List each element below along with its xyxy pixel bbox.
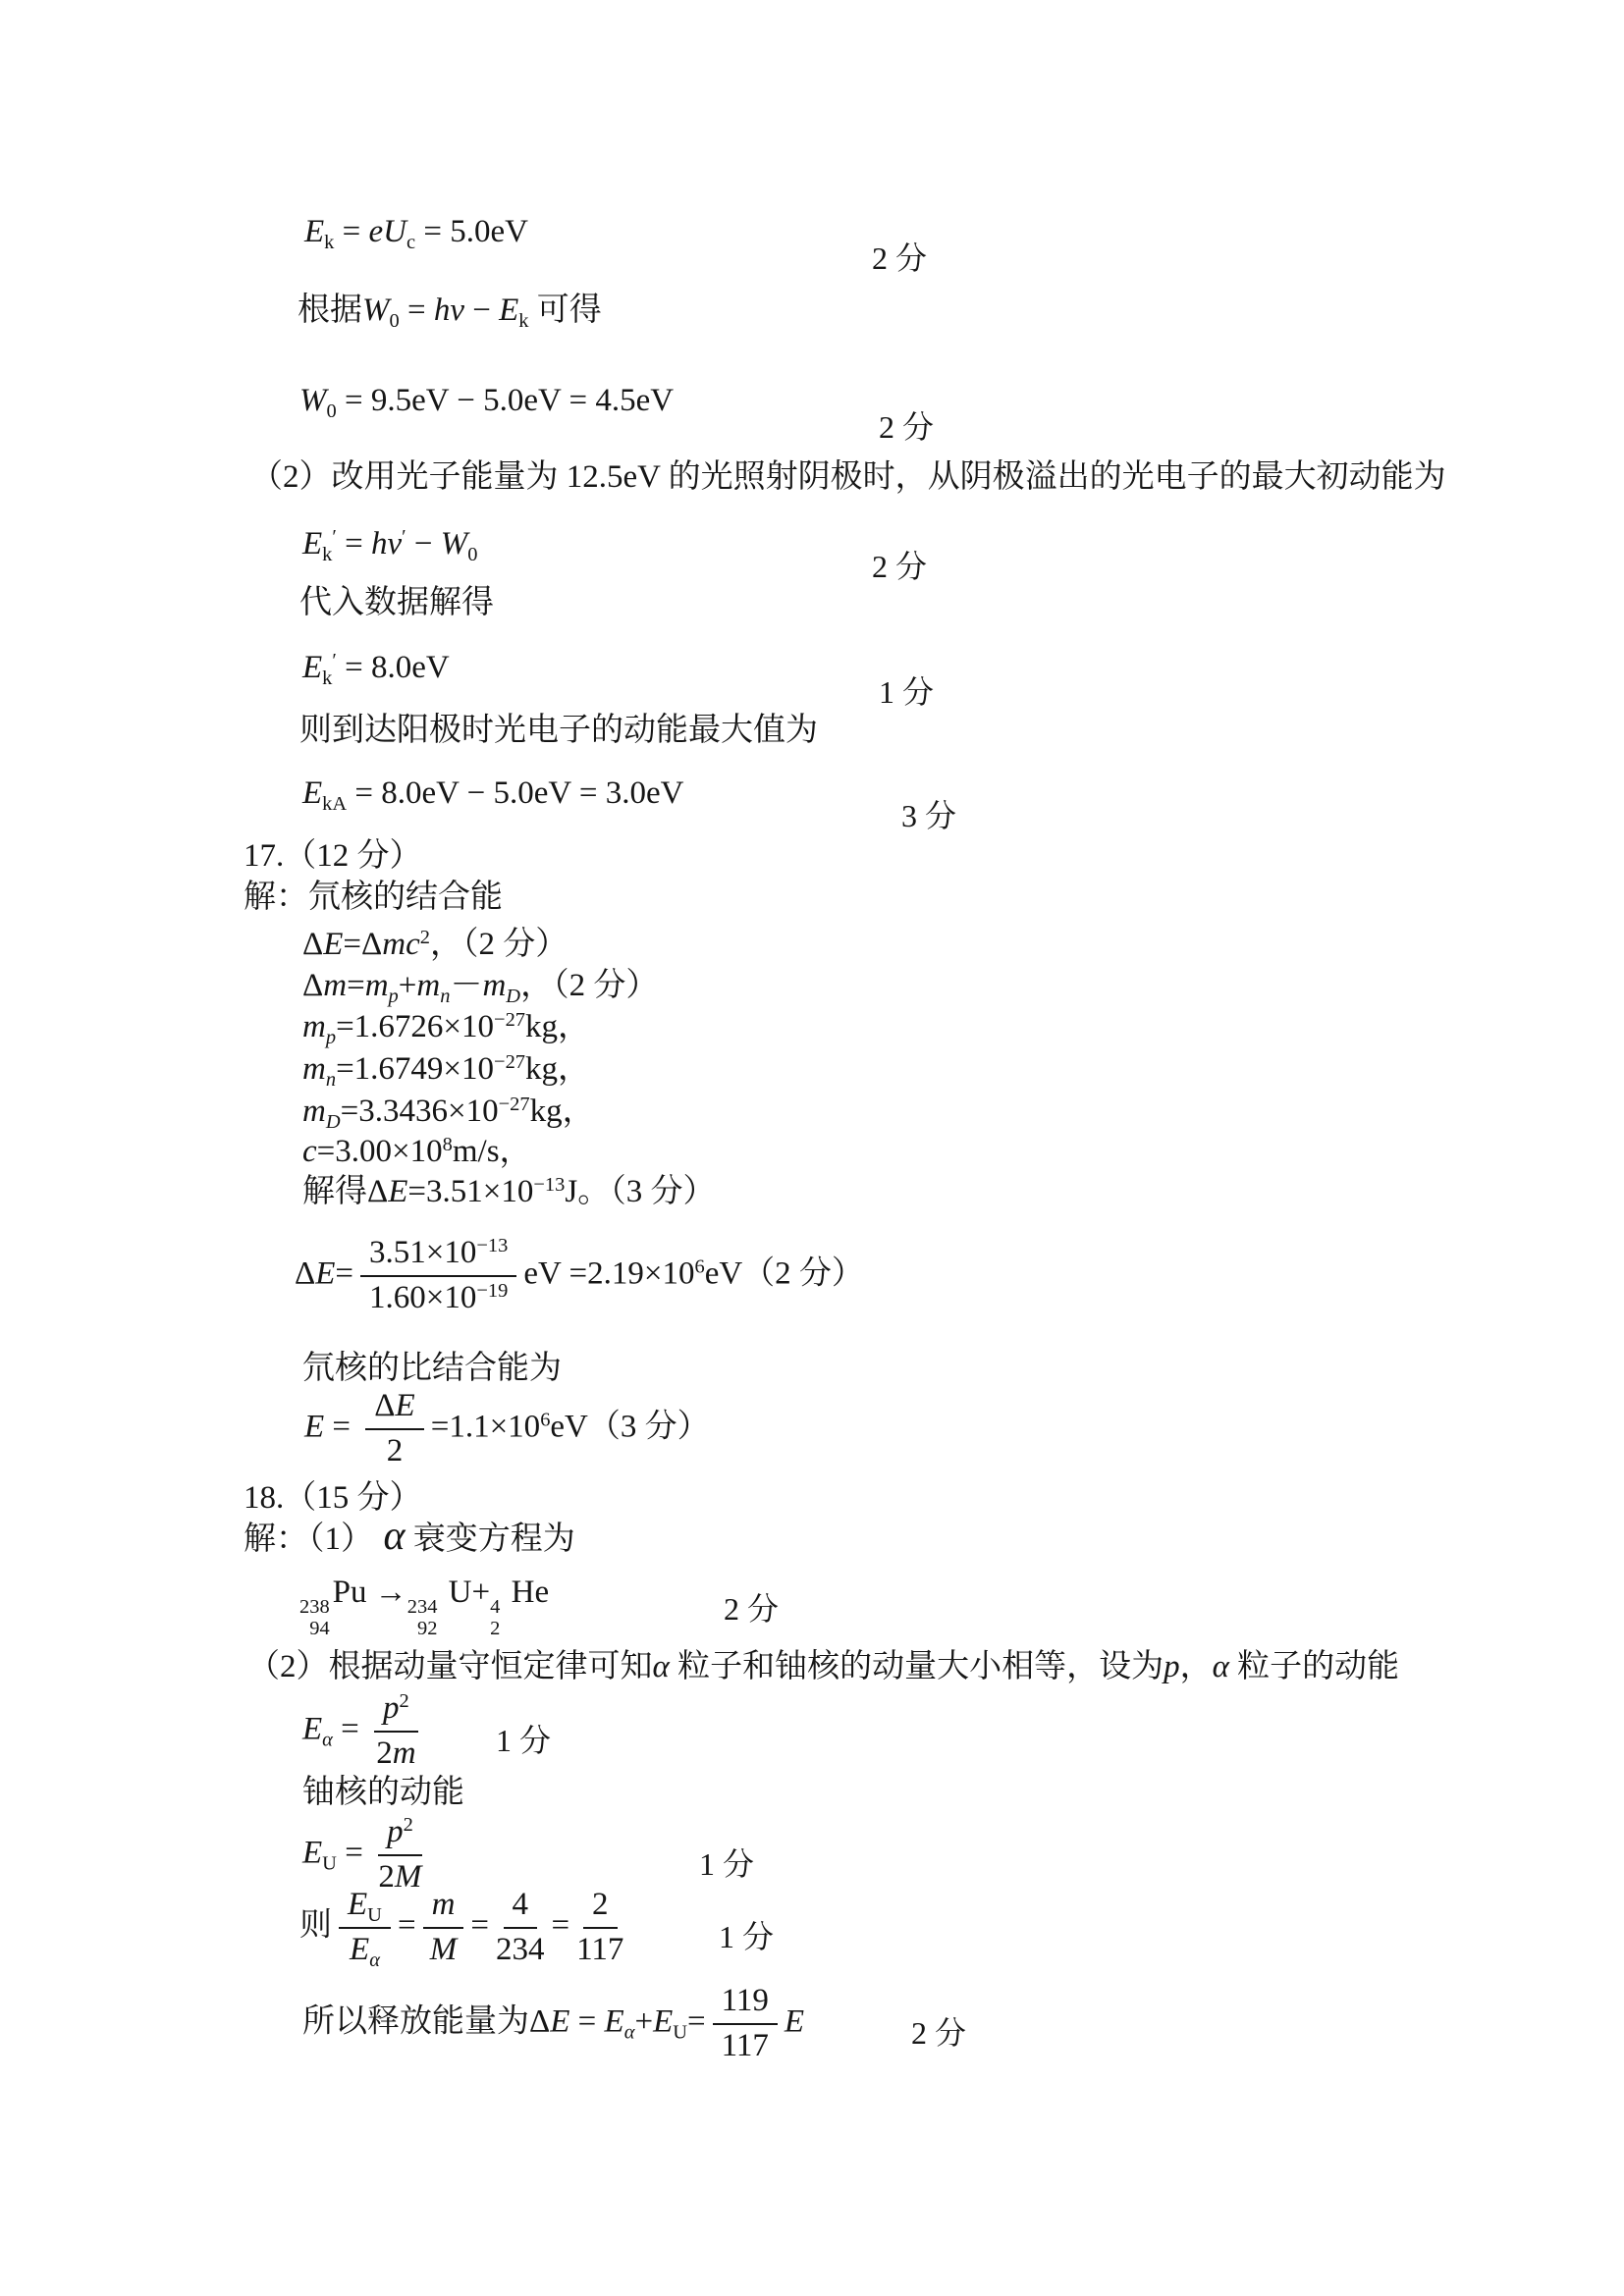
text-anode-max-energy [299,711,818,751]
fraction [339,1887,391,1972]
text-token: p [388,986,399,1008]
fraction [423,1887,464,1969]
score-label: 2 分 [911,2015,967,2051]
fraction-denominator [376,1733,415,1773]
text-token: = [335,1255,354,1292]
text-token: E [604,2003,624,2040]
score-label: 1 分 [719,1919,775,1954]
text-token: ，（2 分） [520,968,659,1003]
fraction-denominator [496,1929,545,1969]
formula-released-energy [302,1983,804,2065]
text-token: － [450,968,483,1003]
text-token: E [323,927,344,962]
text-token: → [374,1575,407,1610]
text-token: α [322,1729,333,1751]
text-token: eU [368,214,406,249]
text-token: + [634,2003,654,2040]
text-token: α [623,2021,635,2044]
text-token: −13 [533,1173,566,1196]
text-token: = [470,1907,490,1944]
text-token: 6 [540,1409,551,1431]
text-token: 所以释放能量为Δ [302,2003,551,2040]
text-uranium-kinetic [302,1773,464,1813]
text-token: m [431,1887,456,1922]
text-token: −27 [498,1093,530,1115]
text-token: 0 [389,310,400,333]
text-substitute-data [299,583,494,623]
fraction-denominator [350,1929,380,1972]
formula-delta-e-mc2 [302,925,568,965]
text-token: 2 [399,1689,409,1712]
nuclide-prescripts [299,1597,330,1639]
text-token: + [471,1575,491,1610]
text-token: m [302,1009,326,1044]
text-token: 根据 [298,293,362,328]
atomic-number: 92 [416,1617,438,1639]
text-token: = [332,1711,368,1747]
text-token: = 8.0eV − 5.0eV = 3.0eV [347,775,684,811]
text-token: − [464,293,500,328]
text-token: W [362,293,390,328]
text-token: eV =2.19×10 [523,1255,695,1292]
text-token: E [304,1409,325,1445]
text-token: m [323,968,348,1003]
formula-uranium-kinetic-energy [302,1814,429,1896]
formula-alpha-kinetic-energy [302,1690,425,1773]
nuclide-prescripts [490,1597,500,1639]
text-token: Δ [374,1388,396,1423]
text-token: ′ [332,525,337,548]
text-token: = [569,2003,605,2040]
text-token: mc [382,927,420,962]
text-token: E [302,775,323,811]
text-token: = [336,1835,372,1871]
formula-w0-result [299,381,674,421]
text-token: 2 [592,1887,609,1922]
score-label: 2 分 [879,409,935,445]
fraction [365,1388,423,1470]
text-token: α [373,1514,406,1559]
text-token: Δ [302,968,324,1003]
text-token: 2 [403,1813,413,1836]
text-token: E [395,1388,415,1423]
text-token: =1.6726×10 [336,1009,495,1044]
text-genju-w0 [298,291,602,331]
text-token: = [687,2003,706,2040]
text-token: α [369,1949,380,1972]
text-token: ′ [332,649,337,671]
formula-ek-prime [302,524,477,564]
text-token: p [325,1027,337,1049]
text-specific-binding-energy [302,1349,562,1389]
fraction [374,1690,418,1773]
text-token: kA [322,793,348,816]
text-token: U [367,1904,382,1927]
text-token: D [506,986,521,1008]
text-token: J。（3 分） [565,1174,716,1209]
text-token: − [406,526,441,561]
text-token: = 5.0eV [415,214,528,249]
text-token: U [440,1575,472,1610]
text-token: + [398,968,417,1003]
text-token: D [325,1111,341,1134]
text-token: 6 [694,1255,705,1278]
text-token: 17.（12 分） [244,838,422,874]
text-token: E [302,1711,323,1747]
problem17-solution-intro [244,878,503,918]
text-token: k [518,310,529,333]
formula-energy-ratio [299,1887,630,1972]
text-token: m [416,968,441,1003]
text-token: n [440,986,451,1008]
mass-number: 238 [299,1596,330,1619]
text-token: α [652,1649,670,1684]
fraction-numerator [365,1388,423,1430]
value-deuteron-mass [302,1092,595,1132]
text-token: =3.00×10 [316,1134,443,1169]
fraction-numerator [423,1887,464,1929]
text-token: E [499,293,519,328]
text-token: =Δ [343,927,383,962]
score-label: 1 分 [699,1846,755,1882]
text-token: 119 [721,1983,769,2018]
text-token: E [304,214,325,249]
text-token: 氘核的比结合能为 [302,1351,562,1386]
text-token: kg， [525,1051,591,1087]
text-token: 解：（1） [244,1522,373,1557]
value-neutron-mass [302,1049,590,1090]
score-label: 2 分 [872,240,928,276]
text-token: Δ [295,1255,316,1292]
formula-delta-e-ev [295,1235,864,1317]
value-proton-mass [302,1007,590,1047]
fraction-numerator [504,1887,538,1929]
text-token: E [350,1931,370,1967]
text-token: = [334,214,369,249]
text-token: 2 [386,1432,404,1468]
text-token: 2 [376,1735,393,1771]
text-token: E [302,526,323,561]
text-token: p [383,1690,400,1726]
text-token: = 8.0eV [336,650,450,685]
text-token: W [299,383,327,418]
text-part2-question [250,457,1446,498]
text-token: = [324,1409,359,1445]
text-token: m [392,1735,416,1771]
text-token: kg， [525,1009,591,1044]
text-token: Pu [332,1575,375,1610]
text-token: E [302,650,323,685]
text-token: He [503,1575,550,1610]
fraction-denominator [722,2025,769,2065]
text-token: W [440,526,468,561]
score-label: 1 分 [496,1723,552,1758]
text-token: 则 [299,1907,332,1944]
text-token: 则到达阳极时光电子的动能最大值为 [299,713,818,748]
text-token: E [302,1835,323,1871]
text-token: E [653,2003,674,2040]
text-token: E [348,1887,368,1922]
fraction-numerator [374,1690,418,1733]
text-token: 117 [576,1931,624,1967]
formula-ek-euc [304,212,528,252]
nuclide-prescripts [407,1597,438,1639]
text-token: = [399,293,434,328]
text-token: hν [371,526,403,561]
text-token: 117 [721,2027,769,2063]
atomic-number: 94 [309,1617,330,1639]
fraction [713,1983,778,2065]
fraction-numerator [360,1235,516,1277]
fraction [378,1814,422,1896]
text-token: −27 [494,1050,526,1073]
fraction-denominator [576,1929,623,1969]
text-part2-momentum [247,1647,1399,1687]
problem18-part1-intro [244,1516,575,1560]
text-token: k [322,544,333,566]
text-token: E [315,1255,336,1292]
text-token: hν [433,293,464,328]
mass-number: 234 [406,1596,438,1619]
atomic-number: 2 [490,1617,501,1639]
score-label: 2 分 [872,549,928,584]
fraction-numerator [339,1887,391,1929]
value-light-speed [302,1132,532,1172]
text-token: α [1212,1649,1229,1684]
text-token: 代入数据解得 [299,585,494,620]
text-token: 0 [467,544,478,566]
text-token: 解：氘核的结合能 [244,880,503,915]
text-token: E [550,2003,570,2040]
text-token: = [336,526,371,561]
text-token: −13 [476,1234,509,1256]
text-token: M [429,1931,458,1967]
text-token: eV（2 分） [704,1255,864,1292]
text-token: ， [1179,1649,1213,1684]
text-token: 0 [326,400,337,423]
text-token: n [325,1069,337,1092]
text-token: 8 [442,1133,453,1155]
text-token: ，（2 分） [429,927,568,962]
score-label: 1 分 [879,674,935,710]
text-token: −27 [494,1008,526,1031]
formula-ek-prime-result [302,648,450,688]
formula-specific-binding-energy [304,1388,710,1470]
text-token: ′ [402,525,406,548]
text-token: （2）改用光子能量为 12.5eV 的光照射阴极时，从阴极溢出的光电子的最大初动能为 [250,459,1446,495]
text-token: =3.51×10 [407,1174,534,1209]
text-token: 2 [419,926,430,948]
text-token: p [1164,1649,1180,1684]
fraction [496,1887,545,1969]
text-token: kg， [529,1094,595,1129]
text-token: 4 [512,1887,529,1922]
text-token: = [347,968,365,1003]
formula-eka-result [302,774,683,814]
text-token: =1.1×10 [430,1409,541,1445]
fraction-denominator [387,1430,404,1470]
formula-alpha-decay-equation [299,1573,549,1639]
text-token: =3.3436×10 [340,1094,499,1129]
score-label: 2 分 [724,1591,780,1627]
text-token: 解得Δ [302,1174,389,1209]
text-token: m [364,968,389,1003]
text-token: m [302,1094,326,1129]
text-token: k [322,667,333,690]
formula-delta-e-joule [302,1172,715,1212]
text-token: Δ [302,927,324,962]
text-token: m [302,1051,326,1087]
fraction-numerator [713,1983,778,2025]
text-token: c [302,1134,317,1169]
text-token: 衰变方程为 [405,1522,575,1557]
text-token: 18.（15 分） [244,1480,422,1516]
text-token: 铀核的动能 [302,1775,464,1810]
text-token: （2）根据动量守恒定律可知 [247,1649,653,1684]
text-token: m [482,968,507,1003]
text-token: U [673,2021,687,2044]
problem17-header [244,836,422,877]
text-token: U [322,1852,337,1875]
fraction-denominator [369,1277,508,1317]
text-token: 2 [378,1858,395,1895]
text-token: E [388,1174,408,1209]
fraction [576,1887,623,1969]
text-token: 234 [496,1931,545,1967]
fraction-numerator [583,1887,618,1929]
text-token: 粒子和铀核的动量大小相等，设为 [669,1649,1164,1684]
text-token: 3.51×10 [369,1235,477,1270]
text-token: = 9.5eV − 5.0eV = 4.5eV [336,383,675,418]
fraction-denominator [430,1929,458,1969]
text-token: eV（3 分） [550,1409,710,1445]
text-token: −19 [476,1279,509,1302]
text-token: E [784,2003,805,2040]
text-token: m/s， [452,1134,532,1169]
text-token: =1.6749×10 [336,1051,495,1087]
text-token: 粒子的动能 [1228,1649,1400,1684]
text-token: 1.60×10 [369,1279,477,1315]
text-token: = [397,1907,416,1944]
text-token: 可得 [528,293,602,328]
text-token: k [324,232,335,254]
fraction-numerator [378,1814,422,1856]
score-label: 3 分 [901,798,957,833]
text-token: = [551,1907,570,1944]
text-token: M [394,1858,422,1895]
fraction [360,1235,516,1317]
text-token: p [387,1814,404,1849]
formula-delta-m [302,966,658,1006]
mass-number: 4 [490,1596,501,1619]
text-token: c [406,232,416,254]
